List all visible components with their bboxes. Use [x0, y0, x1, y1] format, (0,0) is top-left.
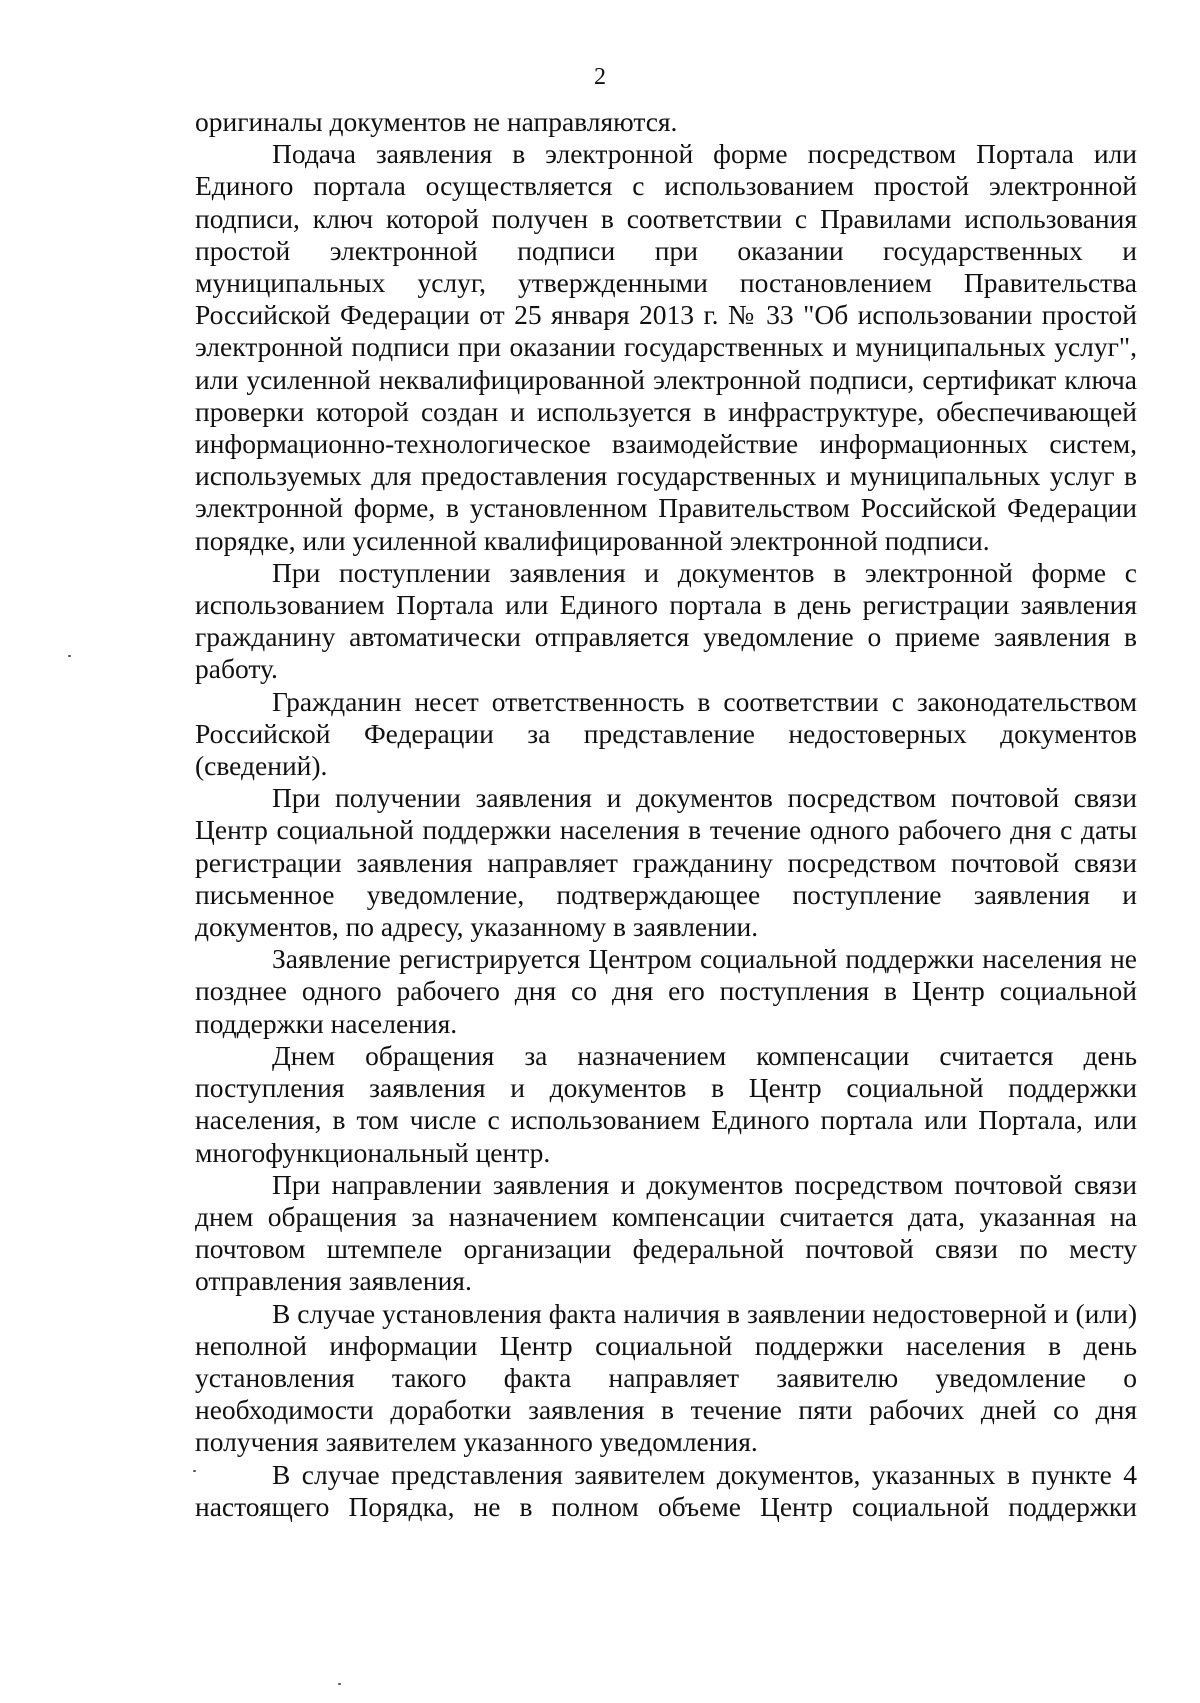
page-number: 2 — [594, 64, 606, 90]
paragraph-incomplete-documents: В случае представления заявителем документов, указанных в пункте 4 настоящего Порядка, не в полном объеме Центр социальной поддержки — [195, 1458, 1137, 1522]
document-body — [195, 106, 1137, 1523]
paragraph-electronic-signature: Подача заявления в электронной форме посредством Портала или Единого портала осуществляется с использованием простой электронной подписи, ключ которой получен в соответствии с Правилами использования простой электронной подписи при оказании государственных и муниципальных услуг, утвержденными постановлением Правительства Российской Федерации от 25 января 2013 г. № 33 "Об использовании простой электронной подписи при оказании государственных и муниципальных услуг", или усиленной неквалифицированной электронной подписи, сертификат ключа проверки которой создан и используется в инфраструктуре, обеспечивающей информационно-технологическое взаимодействие информационных систем, используемых для предоставления государственных и муниципальных услуг в электронной форме, в установленном Правительством Российской Федерации порядке, или усиленной квалифицированной электронной подписи. — [195, 138, 1137, 556]
paragraph-postal-receipt: При получении заявления и документов посредством почтовой связи Центр социальной поддержки населения в течение одного рабочего дня с даты регистрации заявления направляет гражданину посредством почтовой связи письменное уведомление, подтверждающее поступление заявления и документов, по адресу, указанному в заявлении. — [195, 782, 1137, 943]
paragraph-postal-date: При направлении заявления и документов посредством почтовой связи днем обращения за назначением компенсации считается дата, указанная на почтовом штемпеле организации федеральной почтовой связи по месту отправления заявления. — [195, 1168, 1137, 1297]
paragraph-citizen-responsibility: Гражданин несет ответственность в соответствии с законодательством Российской Федерации за представление недостоверных документов (сведений). — [195, 685, 1137, 782]
paragraph-incomplete-info: В случае установления факта наличия в заявлении недостоверной и (или) неполной информации Центр социальной поддержки населения в день установления такого факта направляет заявителю уведомление о необходимости доработки заявления в течение пяти рабочих дней со дня получения заявителем указанного уведомления. — [195, 1297, 1137, 1458]
scan-speck — [338, 1683, 341, 1685]
paragraph-continuation: оригиналы документов не направляются. — [195, 106, 678, 137]
paragraph-notification-portal: При поступлении заявления и документов в электронной форме с использованием Портала или Единого портала в день регистрации заявления гражданину автоматически отправляется уведомление о приеме заявления в работу. — [195, 556, 1137, 685]
paragraph-application-date: Днем обращения за назначением компенсации считается день поступления заявления и документов в Центр социальной поддержки населения, в том числе с использованием Единого портала или Портала, или многофункциональный центр. — [195, 1039, 1137, 1168]
scan-speck — [68, 655, 71, 657]
scan-speck — [193, 1470, 196, 1472]
paragraph-registration: Заявление регистрируется Центром социальной поддержки населения не позднее одного рабочего дня со дня его поступления в Центр социальной поддержки населения. — [195, 943, 1137, 1039]
